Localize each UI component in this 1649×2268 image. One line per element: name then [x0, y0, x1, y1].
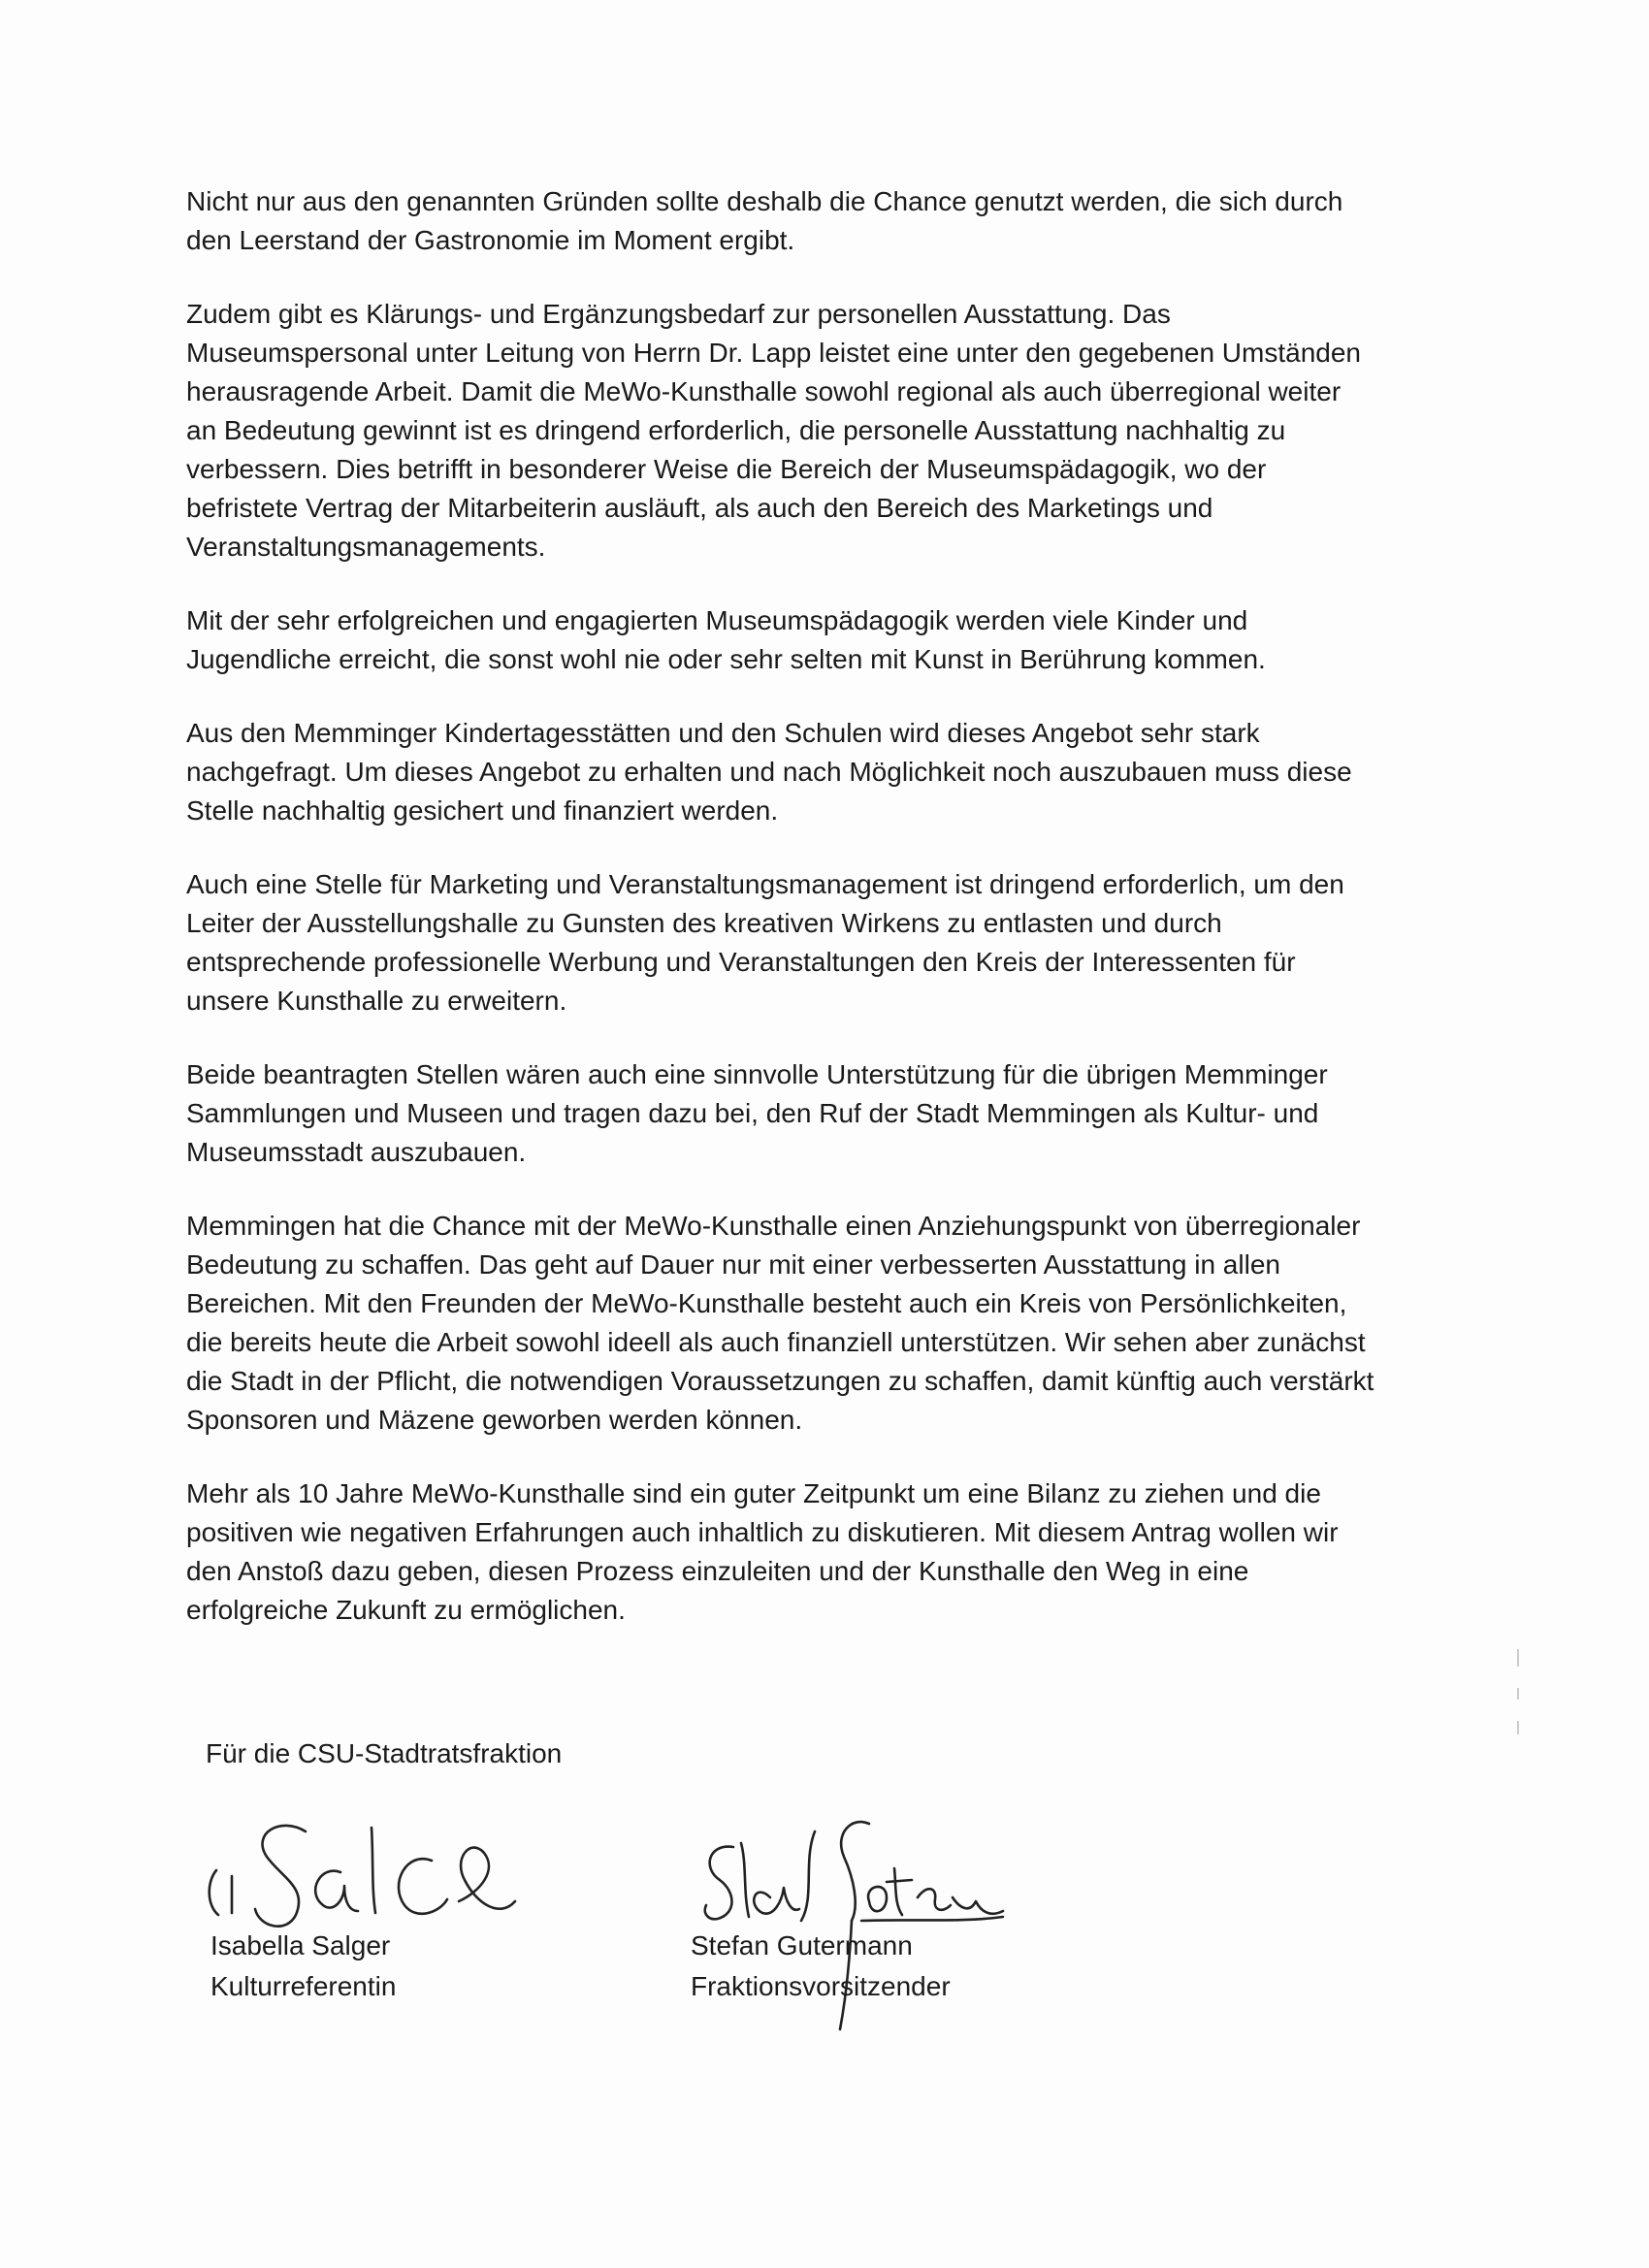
paragraph-2: Zudem gibt es Klärungs- und Ergänzungsbedarf zur personellen Ausstattung. Das Museumspersonal unter Leitung von Herrn Dr. Lapp leistet eine unter den gegebenen Umständen herausragende Arbeit. Damit die MeWo-Kunsthalle sowohl regional als auch überregional weiter an Bedeutung gewinnt ist es dringend erforderlich, die personelle Ausstattung nachhaltig zu verbessern. Dies betrifft in besonderer Weise die Bereich der Museumspädagogik, wo der befristete Vertrag der Mitarbeiterin ausläuft, als auch den Bereich des Marketings und Veranstaltungsmanagements.: [186, 299, 1361, 562]
paragraph-8: Mehr als 10 Jahre MeWo-Kunsthalle sind ein guter Zeitpunkt um eine Bilanz zu ziehen und die positiven wie negativen Erfahrungen auch inhaltlich zu diskutieren. Mit diesem Antrag wollen wir den Anstoß dazu geben, diesen Prozess einzuleiten und der Kunsthalle den Weg in eine erfolgreiche Zukunft zu ermöglichen.: [186, 1478, 1339, 1625]
paragraph-1: Nicht nur aus den genannten Gründen sollte deshalb die Chance genutzt werden, die sich durch den Leerstand der Gastronomie im Moment ergibt.: [186, 186, 1343, 255]
paragraph-6: Beide beantragten Stellen wären auch eine sinnvolle Unterstützung für die übrigen Memminger Sammlungen und Museen und tragen dazu bei, den Ruf der Stadt Memmingen als Kultur- und Museumsstadt auszubauen.: [186, 1059, 1328, 1167]
paragraph-7: Memmingen hat die Chance mit der MeWo-Kunsthalle einen Anziehungspunkt von überregionaler Bedeutung zu schaffen. Das geht auf Dauer nur mit einer verbesserten Ausstattung in allen Bereichen. Mit den Freunden der MeWo-Kunsthalle besteht auch ein Kreis von Persönlichkeiten, die bereits heute die Arbeit sowohl ideell als auch finanziell unterstützen. Wir sehen aber zunächst die Stadt in der Pflicht, die notwendigen Voraussetzungen zu schaffen, damit künftig auch verstärkt Sponsoren und Mäzene geworben werden können.: [186, 1211, 1374, 1435]
signatory-name-left: Isabella Salger: [210, 1930, 391, 1960]
signatory-name-right: Stefan Gutermann: [691, 1930, 913, 1960]
paragraph-4: Aus den Memminger Kindertagesstätten und den Schulen wird dieses Angebot sehr stark nachgefragt. Um dieses Angebot zu erhalten und nach Möglichkeit noch auszubauen muss diese Stelle nachhaltig gesichert und finanziert werden.: [186, 718, 1352, 826]
signatory-role-left: Kulturreferentin: [210, 1971, 397, 2001]
paragraph-5: Auch eine Stelle für Marketing und Veranstaltungsmanagement ist dringend erforderlich, um den Leiter der Ausstellungshalle zu Gunsten des kreativen Wirkens zu entlasten und durch entsprechende professionelle Werbung und Veranstaltungen den Kreis der Interessenten für unsere Kunsthalle zu erweitern.: [186, 869, 1344, 1016]
paragraph-3: Mit der sehr erfolgreichen und engagierten Museumspädagogik werden viele Kinder und Jugendliche erreicht, die sonst wohl nie oder sehr selten mit Kunst in Berührung kommen.: [186, 605, 1266, 674]
handwritten-signature-left: [199, 1804, 519, 1940]
closing-line: Für die CSU-Stadtratsfraktion: [206, 1738, 563, 1768]
signature-block-left: [199, 1804, 606, 2057]
signatory-role-right: Fraktionsvorsitzender: [691, 1971, 951, 2001]
signature-block-right: [679, 1804, 1086, 2057]
letter-body: [186, 182, 1374, 1665]
scan-artifact-mark: [1516, 1649, 1520, 1736]
